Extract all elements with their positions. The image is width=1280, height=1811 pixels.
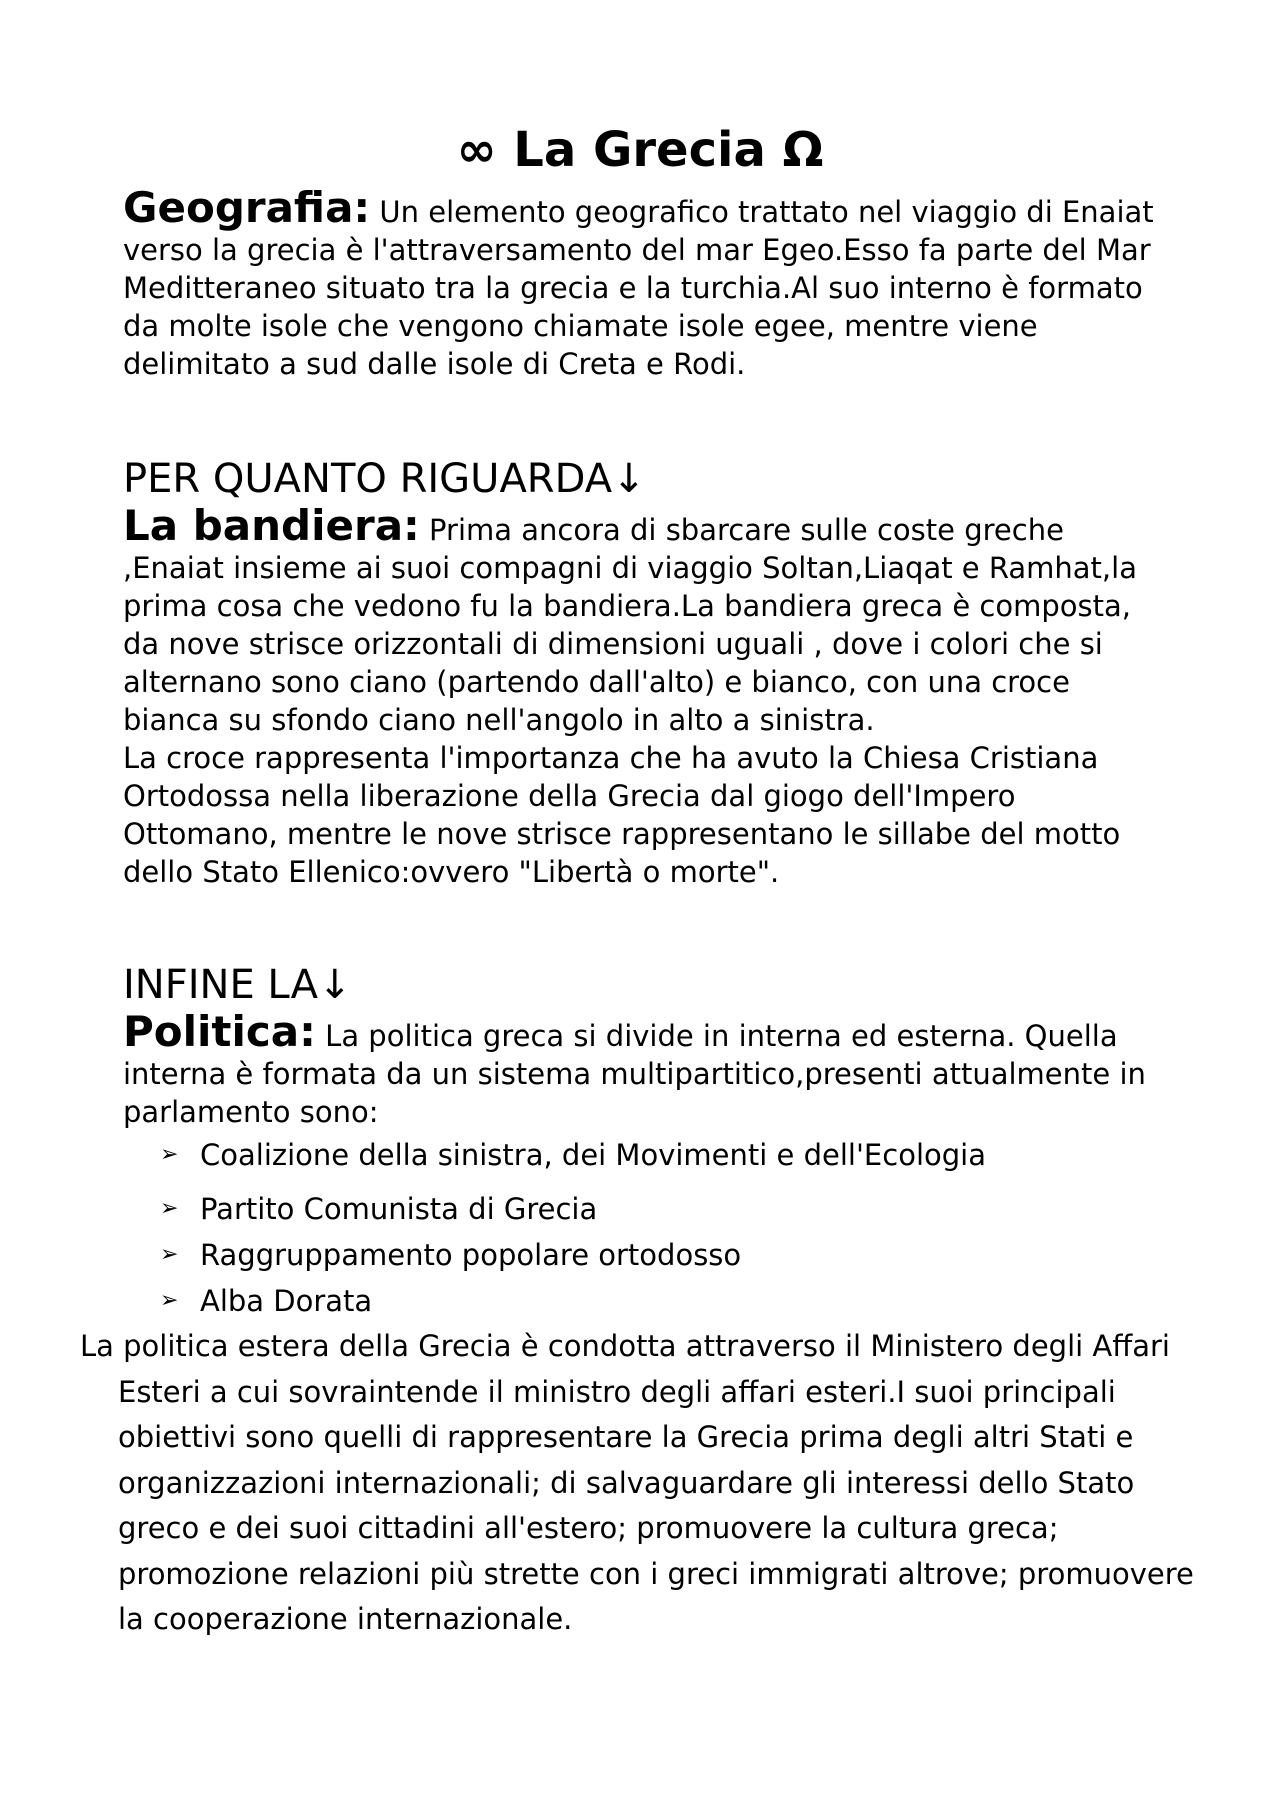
- arrow-bullet-icon: ➢: [160, 1242, 179, 1267]
- politica-section-label: INFINE LA↓: [123, 962, 352, 1008]
- arrow-bullet-icon: ➢: [160, 1196, 179, 1221]
- arrow-bullet-icon: ➢: [160, 1288, 179, 1313]
- bandiera-paragraph: [123, 501, 1163, 891]
- bandiera-heading: La bandiera:: [123, 501, 420, 550]
- geografia-text: Un elemento geografico trattato nel viaggio di Enaiat verso la grecia è l'attraversamento del mar Egeo.Esso fa parte del Mar Meditteraneo situato tra la grecia e la turchia.Al suo interno è formato da molte isole che vengono chiamate isole egee, mentre viene delimitato a sud dalle isole di Creta e Rodi.: [123, 195, 1154, 381]
- parties-list: [160, 1136, 986, 1320]
- geografia-paragraph: [123, 183, 1163, 383]
- politica-paragraph: [123, 1007, 1163, 1131]
- page-title: ∞ La Grecia Ω: [456, 122, 824, 178]
- arrow-bullet-icon: ➢: [160, 1142, 179, 1167]
- politica-estera-paragraph: La politica estera della Grecia è condotta attraverso il Ministero degli Affari Esteri a cui sovraintende il ministro degli affari esteri.I suoi principali obiettivi sono quelli di rappresentare la Grecia prima degli altri Stati e organizzazioni internazionali; di salvaguardare gli interessi dello Stato greco e dei suoi cittadini all'estero; promuovere la cultura greca; promozione relazioni più strette con i greci immigrati altrove; promuovere la cooperazione internazionale.: [80, 1329, 1194, 1636]
- list-item: ➢ Alba Dorata: [160, 1284, 373, 1318]
- politica-text: La politica greca si divide in interna ed esterna. Quella interna è formata da un sistema multipartitico,presenti attualmente in parlamento sono:: [123, 1019, 1146, 1129]
- politica-heading: Politica:: [123, 1007, 316, 1056]
- list-item: ➢ Coalizione della sinistra, dei Movimenti e dell'Ecologia: [160, 1138, 986, 1172]
- geografia-heading: Geografia:: [123, 183, 371, 232]
- bandiera-section-label: PER QUANTO RIGUARDA↓: [123, 456, 646, 502]
- list-item: ➢ Partito Comunista di Grecia: [160, 1192, 598, 1226]
- bandiera-text-2: La croce rappresenta l'importanza che ha avuto la Chiesa Cristiana Ortodossa nella liberazione della Grecia dal giogo dell'Impero Ottomano, mentre le nove strisce rappresentano le sillabe del motto dello Stato Ellenico:ovvero "Libertà o morte".: [123, 741, 1121, 889]
- bandiera-text: Prima ancora di sbarcare sulle coste greche ,Enaiat insieme ai suoi compagni di viaggio Soltan,Liaqat e Ramhat,la prima cosa che vedono fu la bandiera.La bandiera greca è composta, da nove strisce orizzontali di dimensioni uguali , dove i colori che si alternano sono ciano (partendo dall'alto) e bianco, con una croce bianca su sfondo ciano nell'angolo in alto a sinistra.: [123, 513, 1137, 737]
- list-item: ➢ Raggruppamento popolare ortodosso: [160, 1238, 742, 1272]
